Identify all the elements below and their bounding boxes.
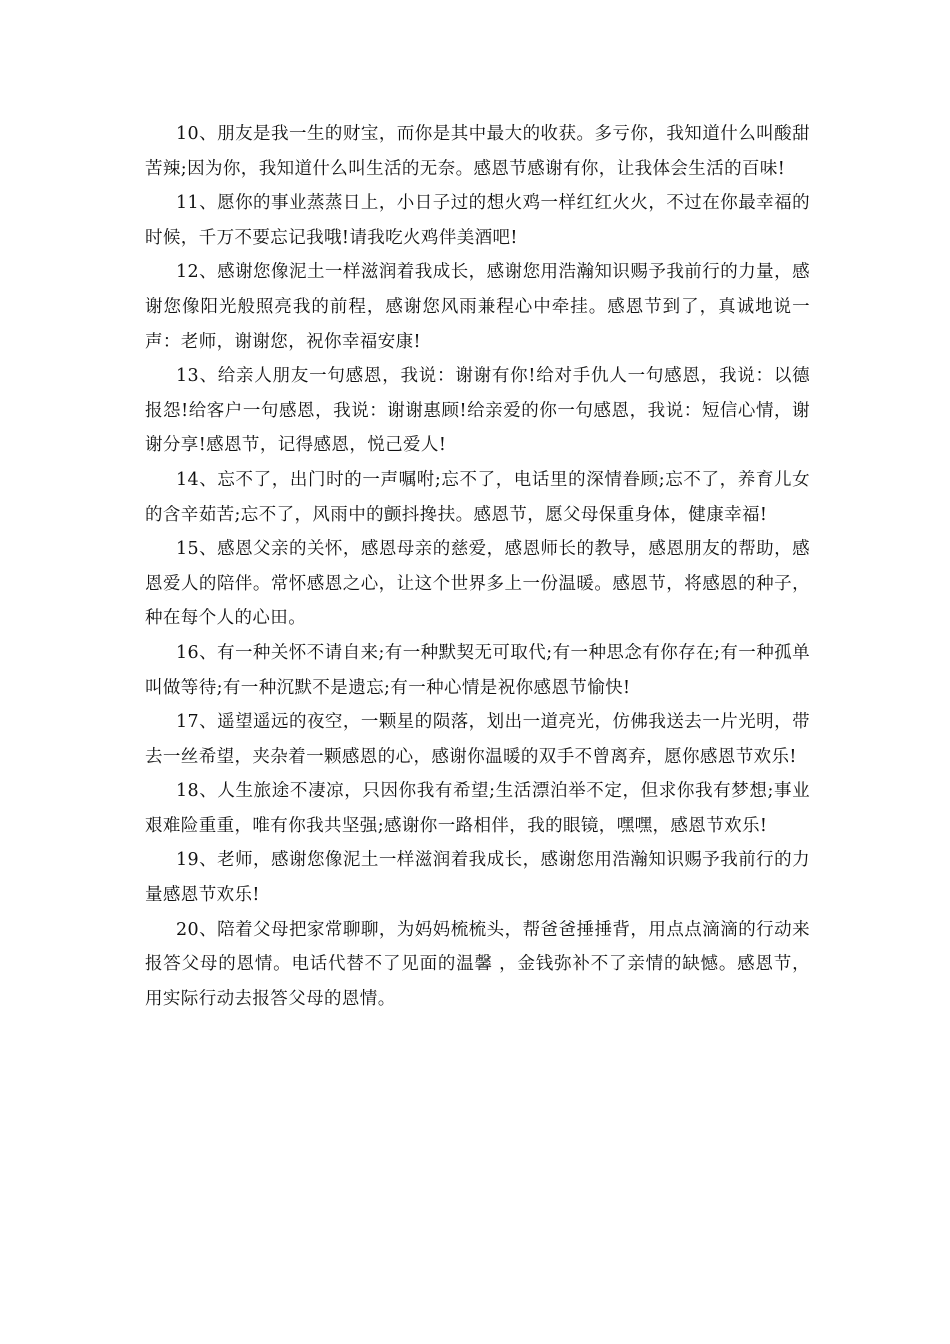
paragraph-11: 11、愿你的事业蒸蒸日上，小日子过的想火鸡一样红红火火，不过在你最幸福的时候，千万不要忘记我哦!请我吃火鸡伴美酒吧! [145, 193, 810, 248]
paragraph-19: 19、老师，感谢您像泥土一样滋润着我成长，感谢您用浩瀚知识赐予我前行的力量感恩节欢乐! [145, 850, 810, 906]
paragraph-16: 16、有一种关怀不请自来;有一种默契无可取代;有一种思念有你存在;有一种孤单叫做等待;有一种沉默不是遗忘;有一种心情是祝你感恩节愉快! [145, 642, 810, 698]
document-body [145, 117, 810, 1016]
paragraph-10: 10、朋友是我一生的财宝，而你是其中最大的收获。多亏你，我知道什么叫酸甜苦辣;因为你，我知道什么叫生活的无奈。感恩节感谢有你，让我体会生活的百味! [145, 124, 810, 179]
paragraph-20: 20、陪着父母把家常聊聊，为妈妈梳梳头，帮爸爸捶捶背，用点点滴滴的行动来报答父母的恩情。电话代替不了见面的温馨 ，金钱弥补不了亲情的缺憾。感恩节，用实际行动去报答父母的恩情。 [145, 919, 810, 1009]
paragraph-13: 13、给亲人朋友一句感恩，我说：谢谢有你!给对手仇人一句感恩，我说：以德报怨!给客户一句感恩，我说：谢谢惠顾!给亲爱的你一句感恩，我说：短信心情，谢谢分享!感恩节，记得感恩，悦己爱人! [145, 366, 810, 456]
paragraph-12: 12、感谢您像泥土一样滋润着我成长，感谢您用浩瀚知识赐予我前行的力量，感谢您像阳光般照亮我的前程，感谢您风雨兼程心中牵挂。感恩节到了，真诚地说一声：老师，谢谢您，祝你幸福安康! [145, 262, 810, 352]
paragraph-15: 15、感恩父亲的关怀，感恩母亲的慈爱，感恩师长的教导，感恩朋友的帮助，感恩爱人的陪伴。常怀感恩之心，让这个世界多上一份温暖。感恩节，将感恩的种子，种在每个人的心田。 [145, 539, 810, 629]
paragraph-18: 18、人生旅途不凄凉，只因你我有希望;生活漂泊举不定，但求你我有梦想;事业艰难险重重，唯有你我共坚强;感谢你一路相伴，我的眼镜，嘿嘿，感恩节欢乐! [145, 781, 810, 836]
paragraph-17: 17、遥望遥远的夜空，一颗星的陨落，划出一道亮光，仿佛我送去一片光明，带去一丝希望，夹杂着一颗感恩的心，感谢你温暖的双手不曾离弃，愿你感恩节欢乐! [145, 712, 810, 767]
paragraph-14: 14、忘不了，出门时的一声嘱咐;忘不了，电话里的深情眷顾;忘不了，养育儿女的含辛茹苦;忘不了，风雨中的颤抖搀扶。感恩节，愿父母保重身体，健康幸福! [145, 469, 810, 525]
